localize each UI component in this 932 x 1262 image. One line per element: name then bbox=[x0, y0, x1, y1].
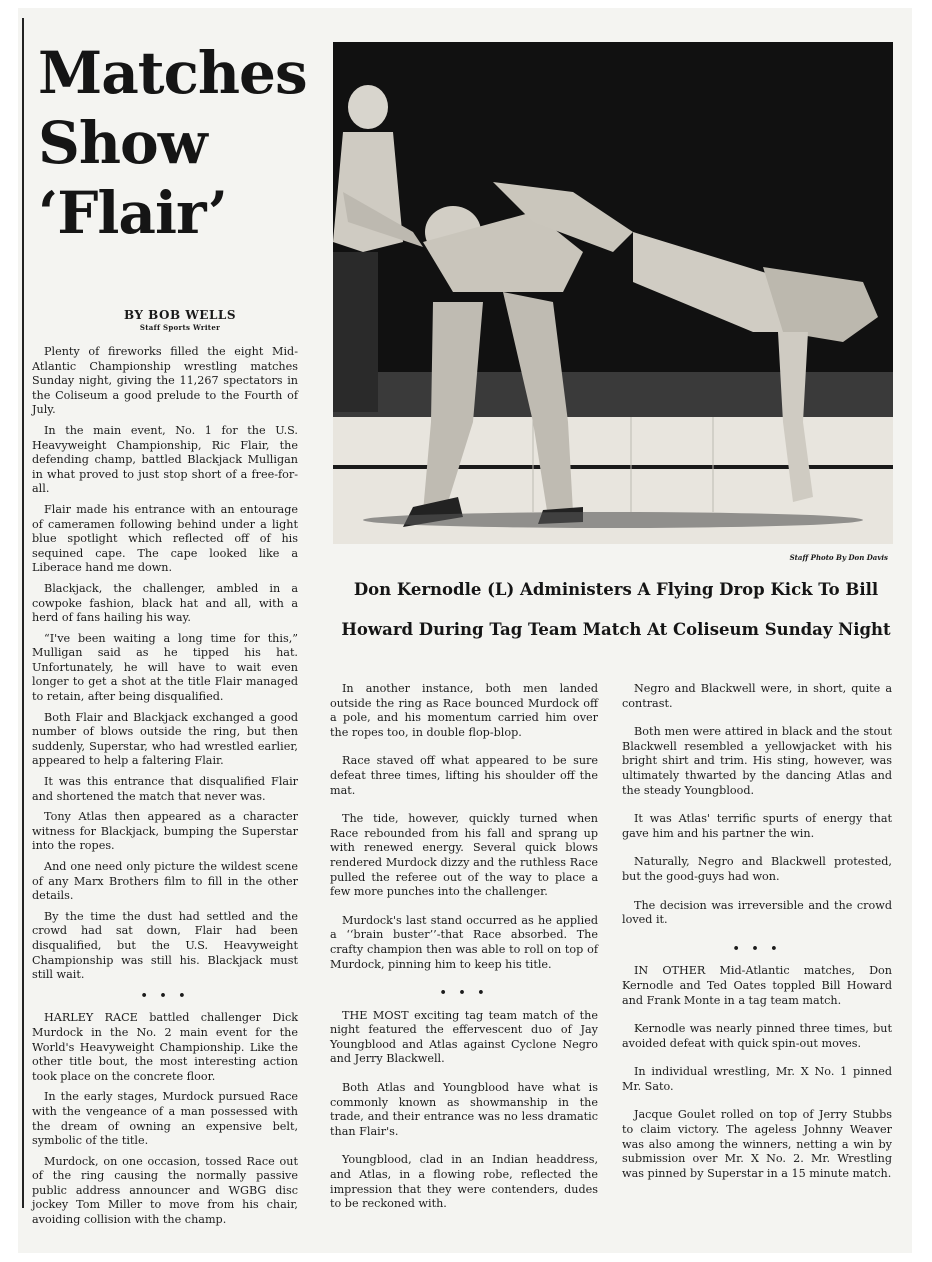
headline-line: ‘Flair’ bbox=[38, 179, 227, 247]
article-paragraph: THE MOST exciting tag team match of the night featured the effervescent duo of Jay Youngblood and Atlas against Cyclone Negro and Jerry Blackwell. bbox=[330, 1008, 598, 1066]
photo-credit: Staff Photo By Don Davis bbox=[789, 553, 888, 562]
article-paragraph: Kernodle was nearly pinned three times, but avoided defeat with quick spin-out moves. bbox=[622, 1022, 892, 1050]
headline-line: Matches bbox=[38, 39, 307, 107]
article-paragraph: It was this entrance that disqualified Flair and shortened the match that never was. bbox=[32, 775, 298, 803]
wrestling-photo bbox=[333, 42, 893, 544]
section-divider: • • • bbox=[140, 988, 190, 1002]
article-paragraph: Murdock's last stand occurred as he applied a ‘‘brain buster’’-that Race absorbed. The crafty champion then was able to roll on top of Murdock, pinning him to keep his title. bbox=[330, 913, 598, 971]
article-paragraph: Tony Atlas then appeared as a character witness for Blackjack, bumping the Superstar into the ropes. bbox=[32, 810, 298, 853]
article-paragraph: In another instance, both men landed outside the ring as Race bounced Murdock off a pole, and his momentum carried him over the ropes too, in double flop-blop. bbox=[330, 682, 598, 739]
article-paragraph: By the time the dust had settled and the crowd had sat down, Flair had been disqualified, but the U.S. Heavyweight Championship was still his. Blackjack must still wait. bbox=[32, 909, 298, 982]
article-paragraph: In the main event, No. 1 for the U.S. Heavyweight Championship, Ric Flair, the defending champ, battled Blackjack Mulligan in what proved to just stop short of a free-for-all. bbox=[32, 423, 298, 496]
article-paragraph: “I've been waiting a long time for this,” Mulligan said as he tipped his hat. Unfortunately, he will have to wait even longer to get a shot at the title Flair managed to retain, after being disqualified. bbox=[32, 631, 298, 704]
article-column-right bbox=[622, 682, 892, 1195]
article-paragraph: Negro and Blackwell were, in short, quite a contrast. bbox=[622, 682, 892, 710]
article-column-middle bbox=[330, 682, 598, 1226]
caption-line: Howard During Tag Team Match At Coliseum Sunday Night bbox=[341, 620, 891, 639]
headline-line: Show bbox=[38, 109, 207, 177]
article-column-left bbox=[32, 345, 298, 1234]
byline-name: BY BOB WELLS bbox=[124, 308, 236, 322]
byline bbox=[100, 308, 260, 332]
article-paragraph: Jacque Goulet rolled on top of Jerry Stubbs to claim victory. The ageless Johnny Weaver was also among the winners, netting a win by submission over Mr. X No. 2. Mr. Wrestling was pinned by Superstar in a 15 minute match. bbox=[622, 1108, 892, 1180]
article-paragraph: Flair made his entrance with an entourage of cameramen following behind under a light blue spotlight which reflected off of his sequined cape. The cape looked like a Liberace hand me down. bbox=[32, 502, 298, 575]
photo-image bbox=[333, 42, 893, 544]
article-paragraph: The tide, however, quickly turned when Race rebounded from his fall and sprang up with renewed energy. Several quick blows rendered Murdock dizzy and the ruthless Race pulled the referee out of the way to place a few more punches into the challenger. bbox=[330, 812, 598, 899]
article-paragraph: And one need only picture the wildest scene of any Marx Brothers film to fill in the other details. bbox=[32, 860, 298, 903]
section-divider: • • • bbox=[439, 986, 489, 1000]
article-paragraph: Plenty of fireworks filled the eight Mid-Atlantic Championship wrestling matches Sunday night, giving the 11,267 spectators in the Coliseum a good prelude to the Fourth of July. bbox=[32, 345, 298, 417]
caption-line: Don Kernodle (L) Administers A Flying Drop Kick To Bill bbox=[353, 580, 879, 599]
article-paragraph: Both Atlas and Youngblood have what is commonly known as showmanship in the trade, and their entrance was no less dramatic than Flair's. bbox=[330, 1081, 598, 1138]
article-paragraph: HARLEY RACE battled challenger Dick Murdock in the No. 2 main event for the World's Heavyweight Championship. Like the other title bout, the most interesting action took place on the concrete floor. bbox=[32, 1011, 298, 1083]
article-paragraph: Blackjack, the challenger, ambled in a cowpoke fashion, black hat and all, with a herd of fans hailing his way. bbox=[32, 581, 298, 625]
article-paragraph: In the early stages, Murdock pursued Race with the vengeance of a man possessed with the dream of owning an expensive belt, symbolic of the title. bbox=[32, 1090, 298, 1148]
byline-title: Staff Sports Writer bbox=[139, 323, 221, 332]
section-divider: • • • bbox=[732, 941, 782, 955]
article-paragraph: Both men were attired in black and the stout Blackwell resembled a yellowjacket with his bright shirt and trim. His sting, however, was ultimately thwarted by the dancing Atlas and the steady Youngblood. bbox=[622, 725, 892, 797]
headline bbox=[38, 38, 308, 248]
article-paragraph: Murdock, on one occasion, tossed Race out of the ring causing the normally passive public address announcer and WGBG disc jockey Tom Miller to move from his chair, avoiding collision with the champ. bbox=[32, 1154, 298, 1227]
photo-caption bbox=[340, 570, 892, 650]
article-paragraph: The decision was irreversible and the crowd loved it. bbox=[622, 898, 892, 927]
article-paragraph: It was Atlas' terrific spurts of energy that gave him and his partner the win. bbox=[622, 812, 892, 840]
column-rule bbox=[22, 18, 24, 1208]
article-paragraph: Both Flair and Blackjack exchanged a good number of blows outside the ring, but then suddenly, Superstar, who had wrestled earlier, appeared to help a faltering Flair. bbox=[32, 710, 298, 768]
article-paragraph: IN OTHER Mid-Atlantic matches, Don Kernodle and Ted Oates toppled Bill Howard and Frank Monte in a tag team match. bbox=[622, 964, 892, 1007]
article-paragraph: Youngblood, clad in an Indian headdress, and Atlas, in a flowing robe, reflected the impression that they were contenders, dudes to be reckoned with. bbox=[330, 1153, 598, 1211]
article-paragraph: Naturally, Negro and Blackwell protested, but the good-guys had won. bbox=[622, 855, 892, 883]
article-paragraph: Race staved off what appeared to be sure defeat three times, lifting his shoulder off the mat. bbox=[330, 754, 598, 797]
article-paragraph: In individual wrestling, Mr. X No. 1 pinned Mr. Sato. bbox=[622, 1065, 892, 1093]
